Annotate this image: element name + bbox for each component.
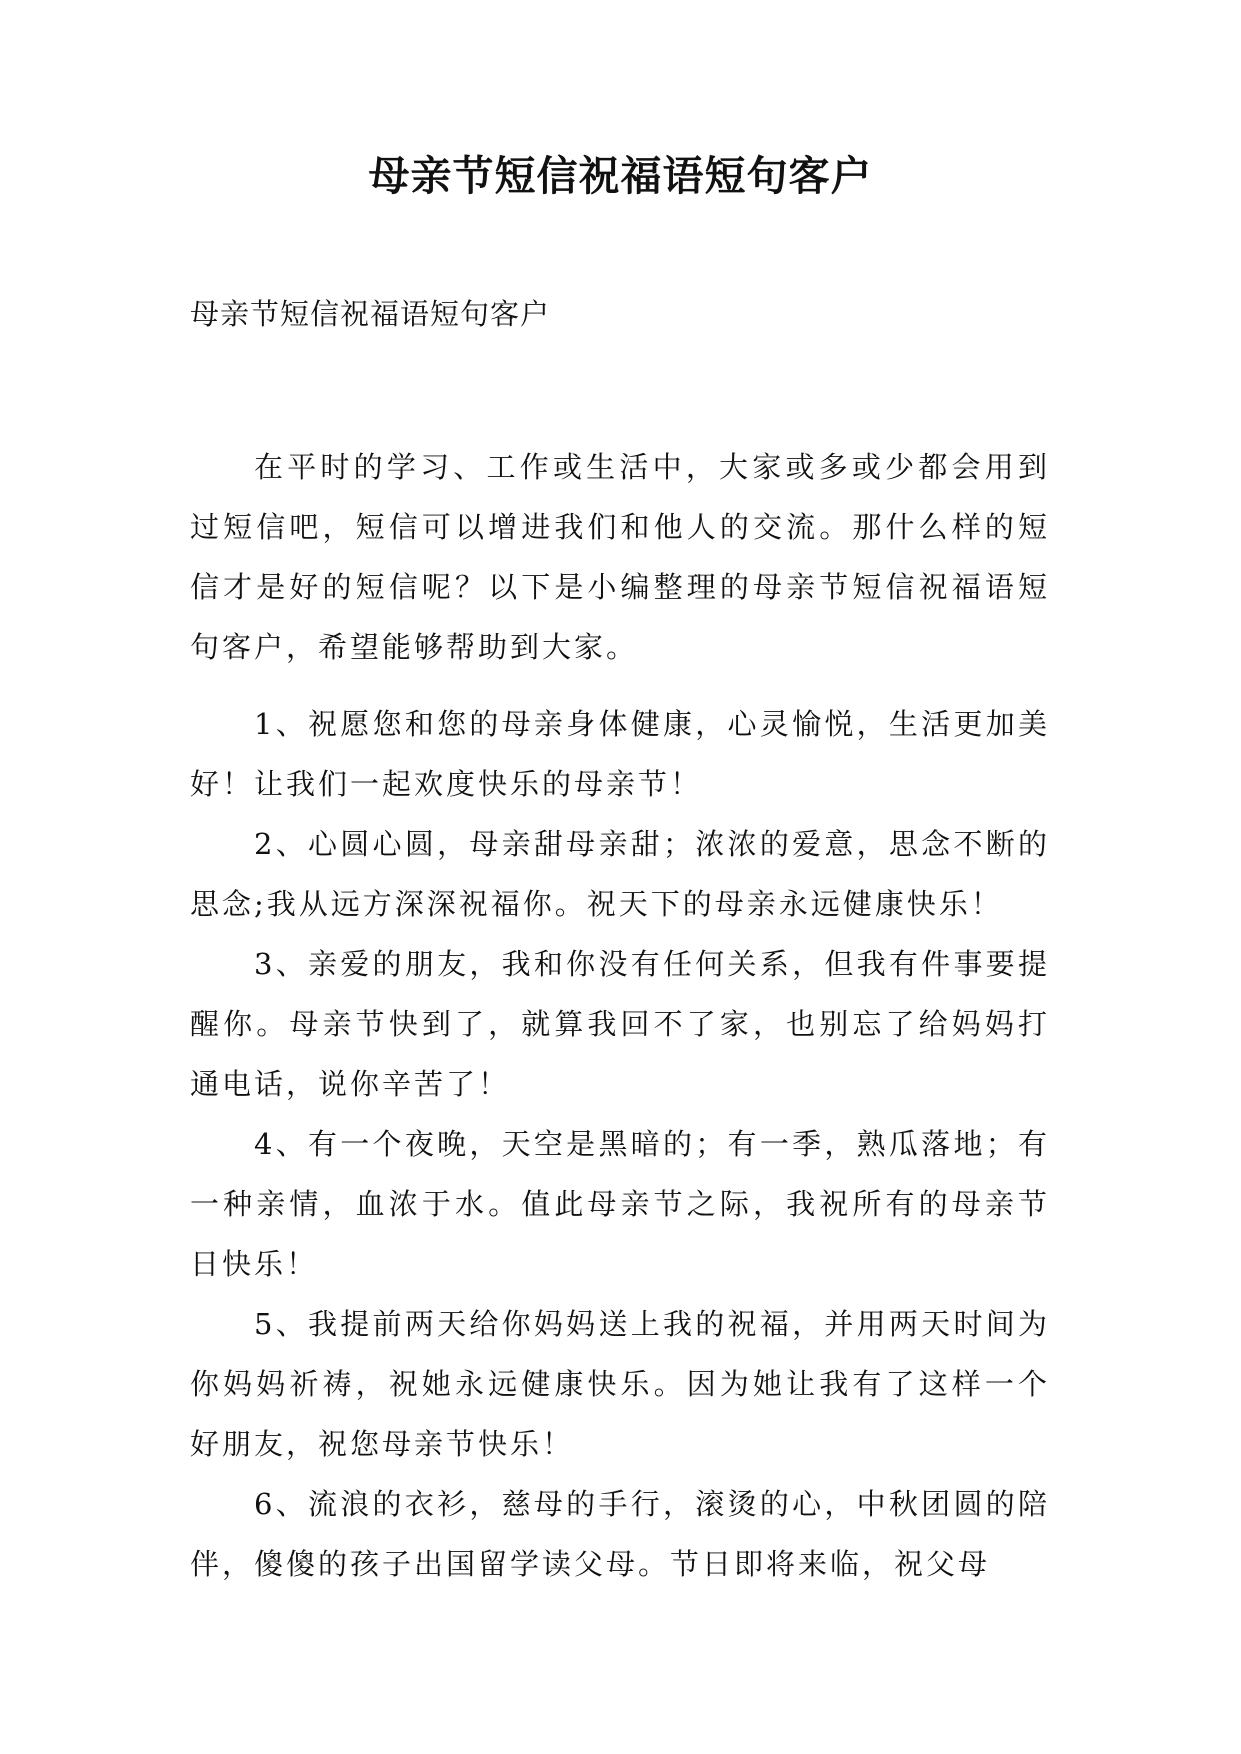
- blessing-item-2: 2、心圆心圆，母亲甜母亲甜；浓浓的爱意，思念不断的思念;我从远方深深祝福你。祝天下的母亲永远健康快乐！: [190, 827, 1050, 921]
- document-title: 母亲节短信祝福语短句客户: [368, 152, 873, 200]
- blessing-item-4: 4、有一个夜晚，天空是黑暗的；有一季，熟瓜落地；有一种亲情，血浓于水。值此母亲节之际，我祝所有的母亲节日快乐！: [190, 1127, 1050, 1281]
- blessing-item-3: 3、亲爱的朋友，我和你没有任何关系，但我有件事要提醒你。母亲节快到了，就算我回不了家，也别忘了给妈妈打通电话，说你辛苦了！: [190, 947, 1050, 1101]
- blessing-item-1: 1、祝愿您和您的母亲身体健康，心灵愉悦，生活更加美好！让我们一起欢度快乐的母亲节！: [190, 707, 1050, 801]
- blessing-list: [190, 694, 1050, 1594]
- blessing-item-5: 5、我提前两天给你妈妈送上我的祝福，并用两天时间为你妈妈祈祷，祝她永远健康快乐。因为她让我有了这样一个好朋友，祝您母亲节快乐！: [190, 1307, 1050, 1461]
- document-subtitle: 母亲节短信祝福语短句客户: [190, 297, 551, 331]
- blessing-item-6: 6、流浪的衣衫，慈母的手行，滚烫的心，中秋团圆的陪伴，傻傻的孩子出国留学读父母。节日即将来临，祝父母: [190, 1487, 1050, 1581]
- intro-paragraph: 在平时的学习、工作或生活中，大家或多或少都会用到过短信吧，短信可以增进我们和他人的交流。那什么样的短信才是好的短信呢？以下是小编整理的母亲节短信祝福语短句客户，希望能够帮助到大家。: [190, 450, 1050, 664]
